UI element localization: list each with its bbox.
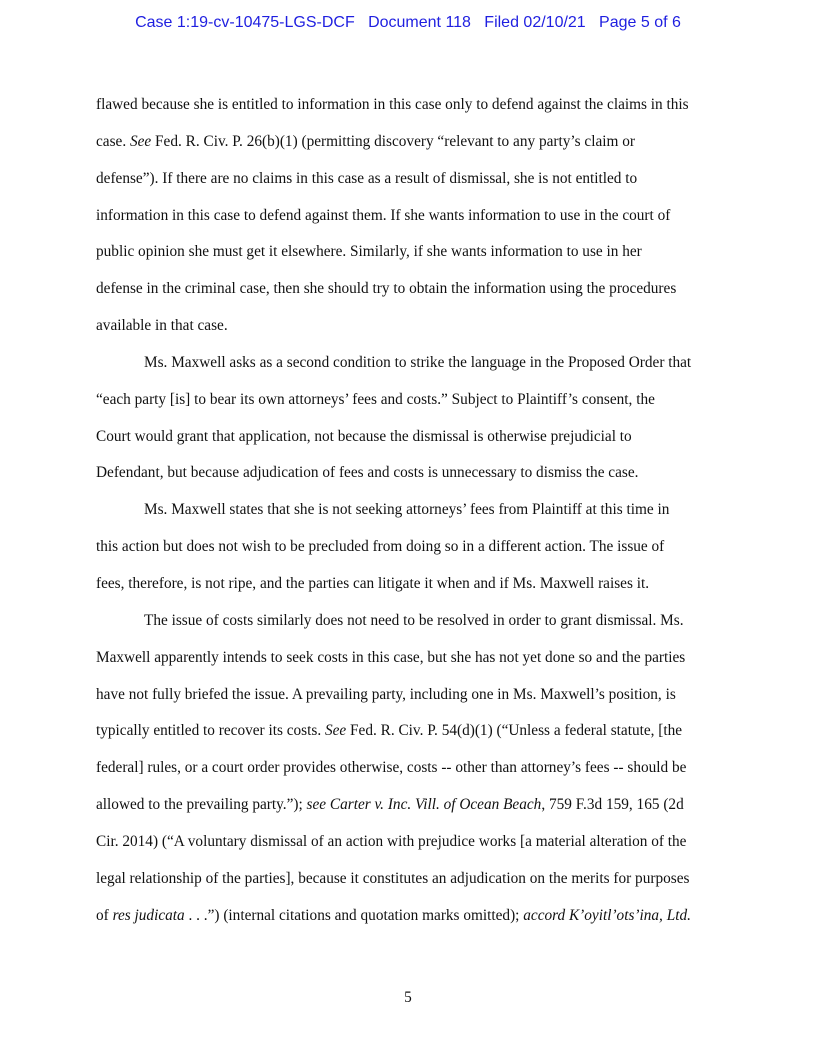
text-line [96, 824, 720, 861]
text-line [96, 455, 720, 492]
text-line [96, 750, 720, 787]
text-run: federal] rules, or a court order provides otherwise, costs -- other than attorney’s fees -- should be [96, 759, 687, 777]
text-run: this action but does not wish to be precluded from doing so in a different action. The issue of [96, 538, 665, 556]
italic-text: accord K’oyitl’ots’ina, Ltd. [523, 906, 691, 924]
text-line [96, 566, 720, 603]
text-line [96, 603, 720, 640]
text-run: legal relationship of the parties], because it constitutes an adjudication on the merits for purposes [96, 869, 690, 887]
text-line [96, 677, 720, 714]
text-line [96, 382, 720, 419]
text-run: have not fully briefed the issue. A prevailing party, including one in Ms. Maxwell’s position, is [96, 685, 676, 703]
text-run: available in that case. [96, 317, 228, 335]
text-line [96, 419, 720, 456]
text-run: Maxwell apparently intends to seek costs in this case, but she has not yet done so and the parties [96, 648, 686, 666]
text-line [96, 345, 720, 382]
text-line [96, 198, 720, 235]
text-line [96, 124, 720, 161]
text-line [96, 161, 720, 198]
filed-date: Filed 02/10/21 [484, 14, 586, 31]
text-line [96, 713, 720, 750]
text-run: The issue of costs similarly does not need to be resolved in order to grant dismissal. Ms. [144, 611, 684, 629]
italic-text: see Carter v. Inc. Vill. of Ocean Beach [306, 796, 542, 814]
text-run: Ms. Maxwell states that she is not seeking attorneys’ fees from Plaintiff at this time in [144, 501, 670, 519]
text-run: defense in the criminal case, then she should try to obtain the information using the procedures [96, 280, 677, 298]
text-run: flawed because she is entitled to information in this case only to defend against the claims in this [96, 96, 689, 113]
text-line [96, 861, 720, 898]
text-run: case. [96, 132, 130, 150]
italic-text: See [324, 722, 347, 740]
text-line [96, 308, 720, 345]
text-line [96, 640, 720, 677]
page-number: 5 [404, 989, 412, 1006]
text-run: “each party [is] to bear its own attorneys’ fees and costs.” Subject to Plaintiff’s consent, the [96, 390, 655, 408]
text-run: Cir. 2014) (“A voluntary dismissal of an action with prejudice works [a material alteration of the [96, 832, 687, 850]
italic-text: See [129, 132, 152, 150]
page-indicator: Page 5 of 6 [599, 14, 681, 31]
body-text [96, 87, 720, 934]
text-run: information in this case to defend against them. If she wants information to use in the court of [96, 206, 671, 224]
text-run: Ms. Maxwell asks as a second condition to strike the language in the Proposed Order that [144, 353, 692, 371]
document-number: Document 118 [368, 14, 471, 31]
text-line [96, 492, 720, 529]
text-run: allowed to the prevailing party.”); [96, 796, 307, 814]
text-run: of [96, 906, 113, 924]
text-run: Fed. R. Civ. P. 54(d)(1) (“Unless a federal statute, [the [346, 722, 683, 740]
text-line [96, 898, 720, 935]
text-line [96, 529, 720, 566]
text-run: Court would grant that application, not because the dismissal is otherwise prejudicial to [96, 427, 632, 445]
case-number: Case 1:19-cv-10475-LGS-DCF [135, 14, 355, 31]
text-line [96, 234, 720, 271]
text-line [96, 271, 720, 308]
text-run: Defendant, but because adjudication of fees and costs is unnecessary to dismiss the case. [96, 464, 639, 482]
italic-text: res judicata [112, 906, 185, 924]
text-run: public opinion she must get it elsewhere. Similarly, if she wants information to use in her [96, 243, 642, 261]
case-header [0, 14, 816, 32]
text-run: . . .”) (internal citations and quotation marks omitted); [184, 906, 524, 924]
text-line [96, 87, 720, 124]
text-run: defense”). If there are no claims in this case as a result of dismissal, she is not entitled to [96, 169, 638, 187]
text-run: Fed. R. Civ. P. 26(b)(1) (permitting discovery “relevant to any party’s claim or [151, 132, 635, 150]
text-run: fees, therefore, is not ripe, and the parties can litigate it when and if Ms. Maxwell raises it. [96, 574, 650, 592]
text-run: , 759 F.3d 159, 165 (2d [541, 796, 684, 814]
text-line [96, 787, 720, 824]
text-run: typically entitled to recover its costs. [96, 722, 325, 740]
